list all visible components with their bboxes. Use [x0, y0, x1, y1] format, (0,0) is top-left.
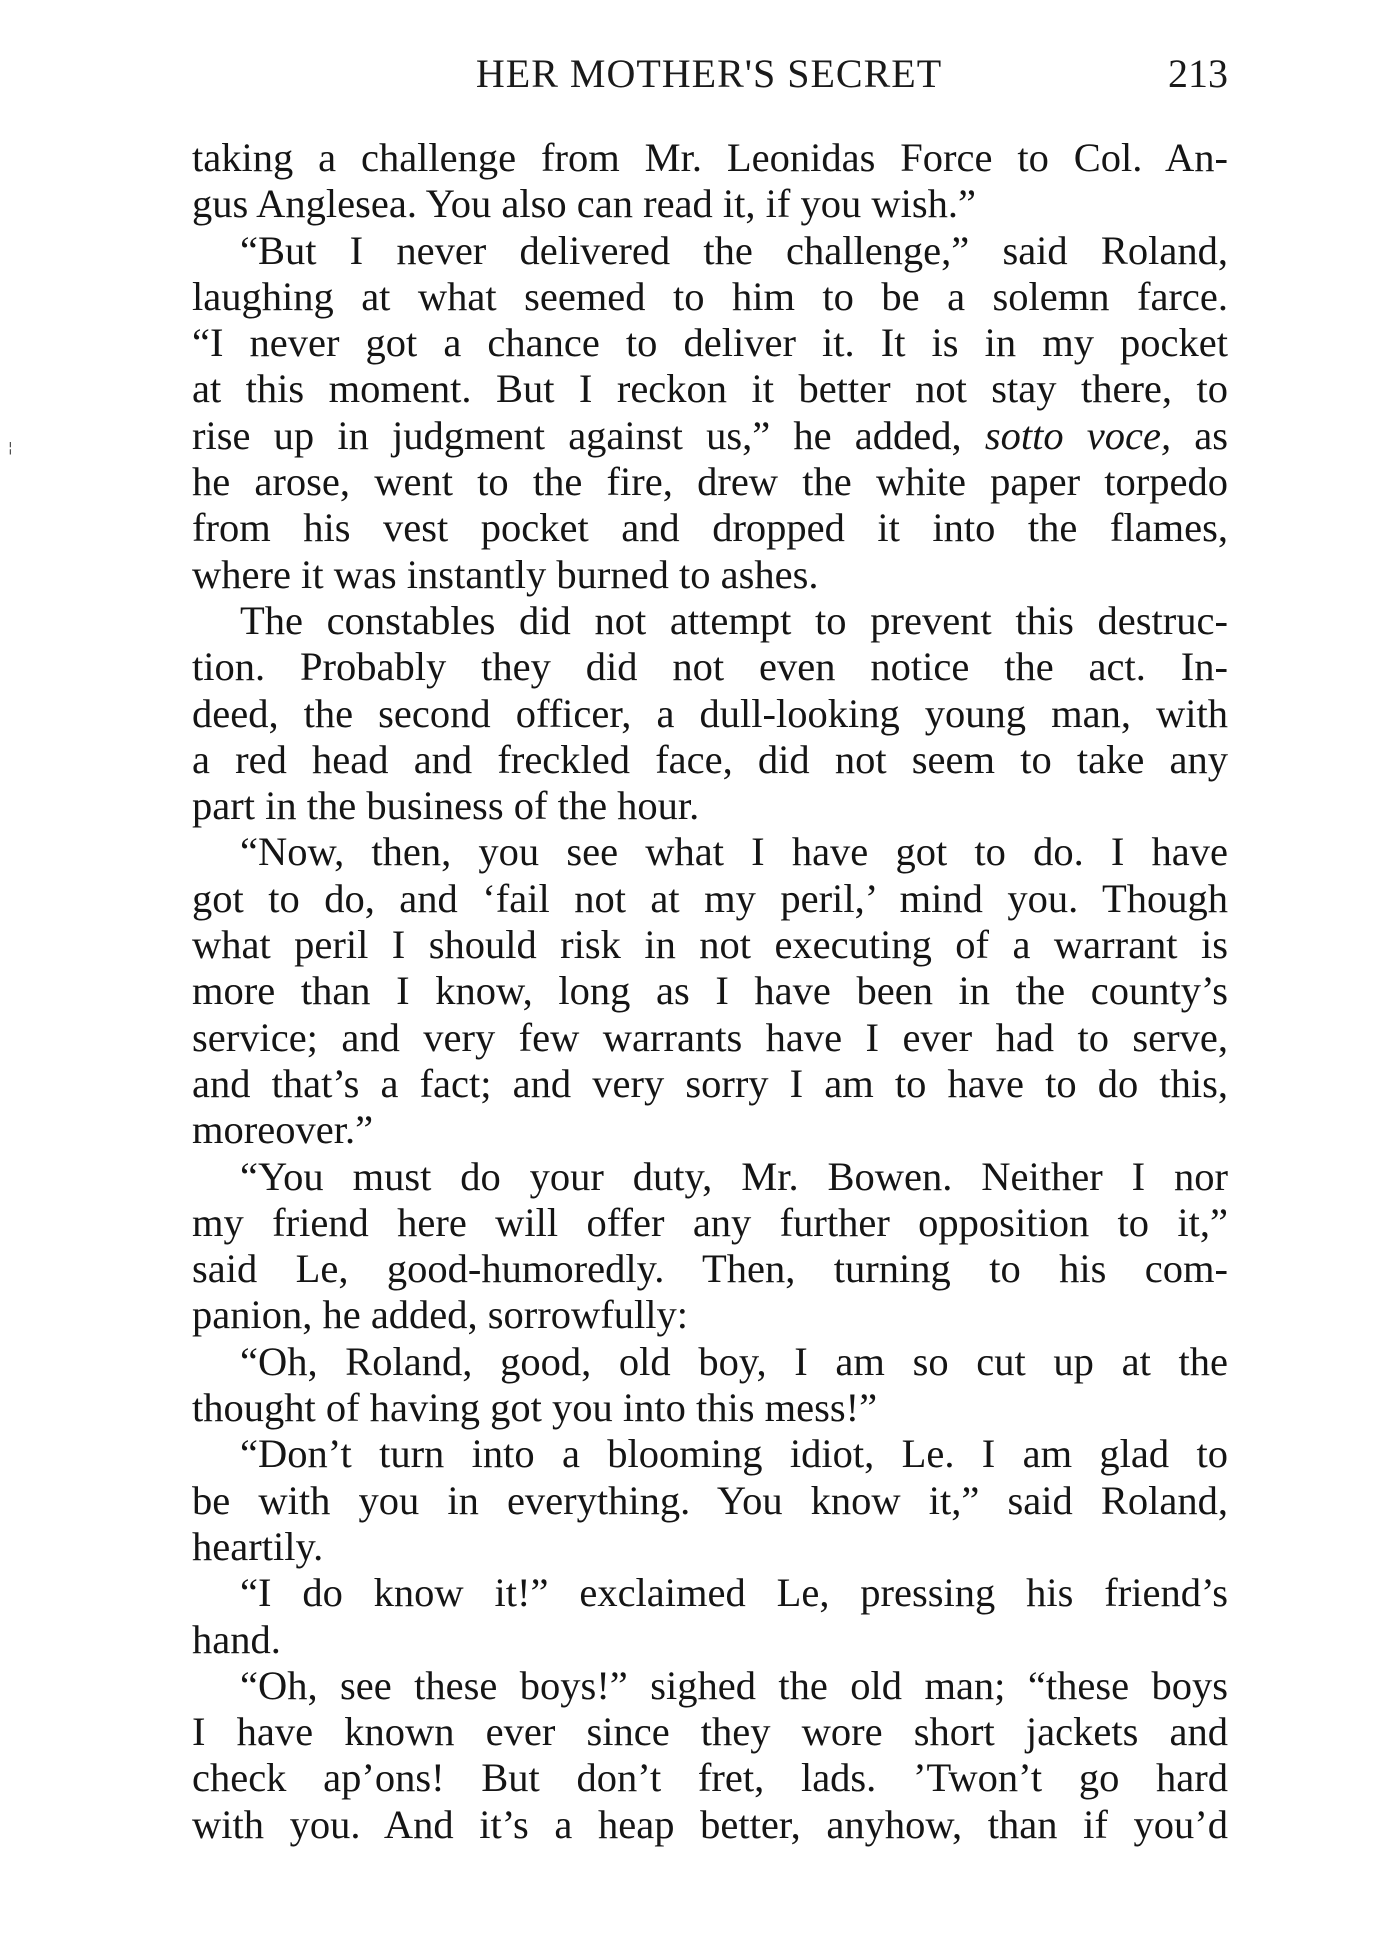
text-line: more than I know, long as I have been in the county’s	[192, 968, 1228, 1014]
text-line: “I never got a chance to deliver it. It is in my pocket	[192, 320, 1228, 366]
running-head	[190, 50, 1228, 100]
text-line: a red head and freckled face, did not seem to take any	[192, 736, 1228, 782]
text-line: service; and very few warrants have I ever had to serve,	[192, 1014, 1228, 1060]
italic-phrase: sotto voce,	[984, 412, 1172, 458]
text-line: “But I never delivered the challenge,” said Roland,	[240, 227, 1228, 273]
text-line: deed, the second officer, a dull-looking young man, with	[192, 690, 1228, 736]
paragraph	[192, 1431, 1228, 1570]
paragraph	[192, 1339, 1228, 1432]
running-title: HER MOTHER'S SECRET	[475, 51, 943, 96]
text-line: got to do, and ‘fail not at my peril,’ mind you. Though	[192, 875, 1228, 921]
paragraph	[192, 1570, 1228, 1663]
text-segment: as	[1171, 412, 1228, 458]
text-line: and that’s a fact; and very sorry I am to have to do this,	[192, 1060, 1228, 1106]
body-text	[192, 135, 1228, 1848]
text-line: be with you in everything. You know it,” said Roland,	[192, 1477, 1228, 1523]
text-line: heartily.	[192, 1523, 324, 1569]
text-line: “Oh, Roland, good, old boy, I am so cut up at the	[240, 1338, 1228, 1384]
text-segment: rise up in judgment against us,” he added,	[192, 412, 985, 458]
paragraph	[192, 598, 1228, 829]
text-line: tion. Probably they did not even notice the act. In-	[192, 644, 1228, 690]
text-line: I have known ever since they wore short jackets and	[192, 1709, 1228, 1755]
text-line: “Oh, see these boys!” sighed the old man; “these boys	[240, 1662, 1228, 1708]
text-line: what peril I should risk in not executing of a warrant is	[192, 922, 1228, 968]
text-line: hand.	[192, 1616, 281, 1662]
text-line: thought of having got you into this mess!”	[192, 1385, 878, 1431]
text-line: part in the business of the hour.	[192, 783, 700, 829]
text-line: “Now, then, you see what I have got to do. I have	[240, 829, 1228, 875]
page-number: 213	[1168, 51, 1228, 96]
text-line: at this moment. But I reckon it better not stay there, to	[192, 366, 1228, 412]
text-line: said Le, good-humoredly. Then, turning to his com-	[192, 1246, 1228, 1292]
paragraph	[192, 1154, 1228, 1339]
text-line: gus Anglesea. You also can read it, if you wish.”	[192, 181, 977, 227]
text-line: from his vest pocket and dropped it into the flames,	[192, 505, 1228, 551]
text-line: “Don’t turn into a blooming idiot, Le. I am glad to	[240, 1431, 1228, 1477]
paragraph	[192, 1663, 1228, 1848]
paragraph	[192, 829, 1228, 1153]
text-line: The constables did not attempt to prevent this destruc-	[240, 597, 1228, 643]
text-line: where it was instantly burned to ashes.	[192, 551, 819, 597]
margin-speck: ¦	[8, 440, 13, 456]
text-line: check ap’ons! But don’t fret, lads. ’Twon’t go hard	[192, 1755, 1228, 1801]
text-line: “I do know it!” exclaimed Le, pressing his friend’s	[240, 1570, 1228, 1616]
text-line: moreover.”	[192, 1107, 374, 1153]
text-line: he arose, went to the fire, drew the white paper torpedo	[192, 459, 1228, 505]
text-line: panion, he added, sorrowfully:	[192, 1292, 689, 1338]
text-line: laughing at what seemed to him to be a solemn farce.	[192, 273, 1228, 319]
text-line: with you. And it’s a heap better, anyhow, than if you’d	[192, 1801, 1228, 1847]
text-line: my friend here will offer any further opposition to it,”	[192, 1199, 1228, 1245]
text-line: taking a challenge from Mr. Leonidas Force to Col. An-	[192, 135, 1228, 180]
paragraph	[192, 228, 1228, 598]
paragraph	[192, 135, 1228, 228]
text-line: “You must do your duty, Mr. Bowen. Neither I nor	[240, 1153, 1228, 1199]
text-line-with-italic	[192, 413, 1228, 459]
